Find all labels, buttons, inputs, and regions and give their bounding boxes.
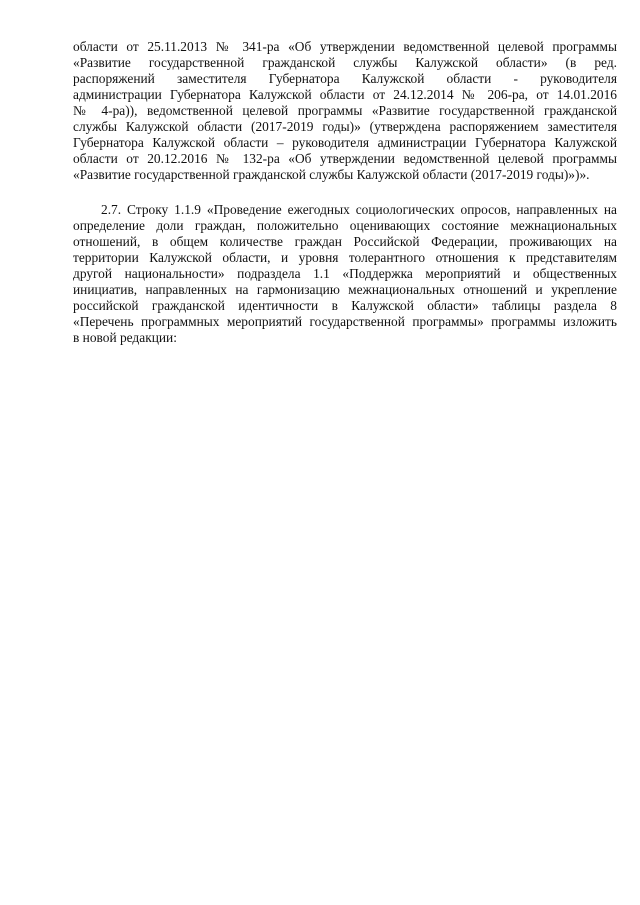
text-line: Губернатора Калужской области – руководителя администрации Губернатора Калужской — [73, 135, 617, 150]
text-line: отношений, в общем количестве граждан Российской Федерации, проживающих на — [73, 234, 617, 249]
text-line: области от 20.12.2016 № 132-ра «Об утверждении ведомственной целевой программы — [73, 151, 617, 166]
text-line: службы Калужской области (2017-2019 годы)» (утверждена распоряжением заместителя — [73, 119, 617, 134]
text-line: 2.7. Строку 1.1.9 «Проведение ежегодных социологических опросов, направленных на — [101, 202, 617, 217]
text-line: в новой редакции: — [73, 330, 177, 345]
text-line: территории Калужской области, и уровня толерантного отношения к представителям — [73, 250, 617, 265]
text-line: инициатив, направленных на гармонизацию межнациональных отношений и укрепление — [73, 282, 617, 297]
text-line: администрации Губернатора Калужской области от 24.12.2014 № 206-ра, от 14.01.2016 — [73, 87, 617, 102]
paragraph-continuation — [73, 39, 617, 183]
text-line: № 4-ра)), ведомственной целевой программы «Развитие государственной гражданской — [73, 103, 617, 118]
text-line: «Развитие государственной гражданской службы Калужской области (2017-2019 годы)»)». — [73, 167, 590, 182]
text-line: «Развитие государственной гражданской службы Калужской области» (в ред. — [73, 55, 617, 70]
text-line: другой национальности» подраздела 1.1 «Поддержка мероприятий и общественных — [73, 266, 617, 281]
text-line: российской гражданской идентичности в Калужской области» таблицы раздела 8 — [73, 298, 617, 313]
text-line: области от 25.11.2013 № 341-ра «Об утверждении ведомственной целевой программы — [73, 39, 617, 54]
document-page — [73, 39, 617, 346]
text-line: «Перечень программных мероприятий государственной программы» программы изложить — [73, 314, 617, 329]
text-line: определение доли граждан, положительно оценивающих состояние межнациональных — [73, 218, 617, 233]
paragraph-item-2-7 — [73, 202, 617, 346]
text-line: распоряжений заместителя Губернатора Калужской области - руководителя — [73, 71, 617, 86]
